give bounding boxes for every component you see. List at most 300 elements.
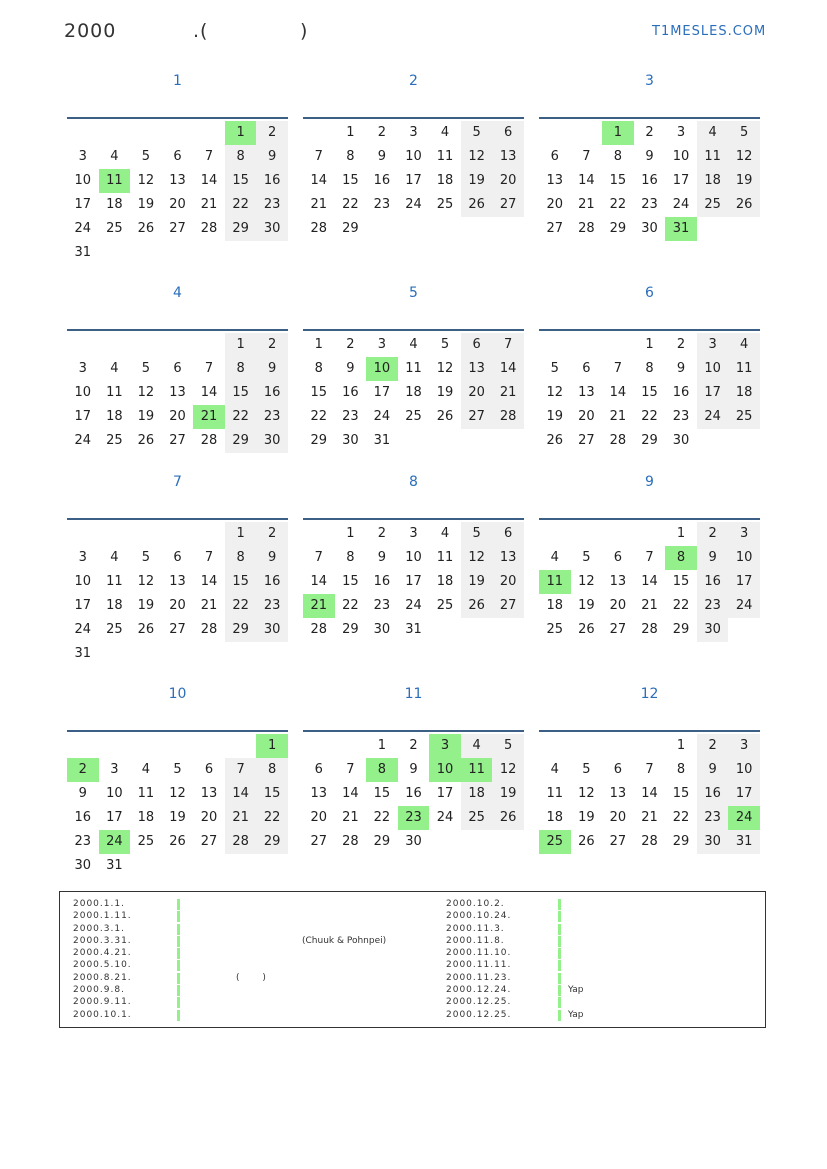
day-cell: 20 xyxy=(546,197,564,212)
week-row xyxy=(303,806,524,830)
day-cell: 3 xyxy=(676,125,686,140)
day-cell: 17 xyxy=(106,810,123,825)
holiday-marker xyxy=(558,960,561,971)
day-cell: 11 xyxy=(436,149,454,164)
day-cell: 24 xyxy=(728,594,760,618)
day-cell: 20 xyxy=(461,381,493,405)
day-cell xyxy=(303,734,335,758)
day-cell: 21 xyxy=(200,598,218,613)
day-cell: 23 xyxy=(342,409,359,424)
legend-row xyxy=(73,898,433,910)
day-cell: 28 xyxy=(200,433,218,448)
day-cell: 9 xyxy=(697,546,729,570)
day-cell: 22 xyxy=(225,405,257,429)
day-cell: 21 xyxy=(342,810,359,825)
day-cell: 24 xyxy=(436,810,454,825)
day-cell: 17 xyxy=(728,782,760,806)
holiday-name: Yap xyxy=(568,985,584,996)
day-cell: 23 xyxy=(256,405,288,429)
day-cell xyxy=(225,734,257,758)
day-cell: 11 xyxy=(697,145,729,169)
holiday-date: 2000.12.24. xyxy=(446,985,512,996)
day-cell: 16 xyxy=(672,385,690,400)
day-cell: 11 xyxy=(546,786,564,801)
day-cell xyxy=(728,429,760,453)
day-cell: 30 xyxy=(641,221,658,236)
month-grid xyxy=(539,734,760,854)
legend-row xyxy=(73,996,433,1008)
day-cell xyxy=(461,830,493,854)
day-cell: 7 xyxy=(613,361,623,376)
day-cell: 2 xyxy=(409,738,418,753)
month-divider xyxy=(539,518,760,520)
day-cell: 16 xyxy=(373,574,391,589)
day-cell: 1 xyxy=(602,121,634,145)
month-title: 1 xyxy=(173,73,182,89)
day-cell: 3 xyxy=(728,522,760,546)
calendar-title: .( ) xyxy=(193,20,309,42)
day-cell: 29 xyxy=(373,834,391,849)
day-cell: 7 xyxy=(582,149,591,164)
day-cell: 22 xyxy=(225,193,257,217)
holiday-marker xyxy=(177,997,180,1008)
legend-row xyxy=(446,996,756,1008)
day-cell: 9 xyxy=(409,762,418,777)
day-cell xyxy=(225,642,257,666)
day-cell: 29 xyxy=(256,830,288,854)
day-cell: 20 xyxy=(609,598,627,613)
day-cell: 9 xyxy=(78,786,87,801)
month-title: 7 xyxy=(173,474,182,490)
day-cell: 30 xyxy=(74,858,92,873)
day-cell: 30 xyxy=(256,217,288,241)
month-divider xyxy=(539,730,760,732)
week-row xyxy=(539,522,760,546)
holiday-date: 2000.12.25. xyxy=(446,997,512,1008)
day-cell: 28 xyxy=(225,830,257,854)
day-cell: 8 xyxy=(665,546,697,570)
day-cell xyxy=(162,121,194,145)
day-cell: 23 xyxy=(697,594,729,618)
day-cell xyxy=(461,429,493,453)
day-cell: 9 xyxy=(256,357,288,381)
day-cell: 9 xyxy=(697,758,729,782)
week-row xyxy=(67,642,288,666)
month-title: 2 xyxy=(409,73,418,89)
day-cell: 17 xyxy=(697,381,729,405)
site-logo-link[interactable]: T1MESLES.COM xyxy=(652,24,767,39)
day-cell: 26 xyxy=(169,834,186,849)
day-cell: 4 xyxy=(550,762,559,777)
day-cell: 22 xyxy=(672,598,690,613)
day-cell: 27 xyxy=(492,193,524,217)
week-row xyxy=(67,734,288,758)
holiday-date: 2000.12.25. xyxy=(446,1009,512,1020)
holiday-date: 2000.5.10. xyxy=(73,960,132,971)
holiday-name: Yap xyxy=(568,1009,584,1020)
day-cell: 26 xyxy=(461,193,493,217)
day-cell: 12 xyxy=(728,145,760,169)
day-cell: 4 xyxy=(461,734,493,758)
day-cell: 14 xyxy=(578,173,595,188)
week-row xyxy=(67,758,288,782)
holiday-marker xyxy=(558,985,561,996)
day-cell: 29 xyxy=(310,433,328,448)
week-row xyxy=(303,381,524,405)
legend-row xyxy=(446,935,756,947)
day-cell: 9 xyxy=(377,550,387,565)
day-cell: 2 xyxy=(377,125,387,140)
day-cell: 14 xyxy=(310,574,328,589)
day-cell: 21 xyxy=(200,197,218,212)
day-cell: 25 xyxy=(137,834,155,849)
week-row xyxy=(67,594,288,618)
day-cell xyxy=(602,734,634,758)
holiday-date: 2000.1.1. xyxy=(73,899,125,909)
day-cell: 18 xyxy=(546,810,564,825)
day-cell: 3 xyxy=(78,149,87,164)
day-cell: 13 xyxy=(169,173,186,188)
week-row xyxy=(303,217,524,241)
day-cell: 23 xyxy=(398,806,430,830)
day-cell xyxy=(429,217,461,241)
legend-row xyxy=(73,923,433,935)
holiday-date: 2000.3.1. xyxy=(73,923,125,934)
week-row xyxy=(303,522,524,546)
day-cell: 6 xyxy=(204,762,214,777)
holiday-date: 2000.11.10. xyxy=(446,948,512,959)
day-cell: 11 xyxy=(405,361,422,376)
day-cell: 6 xyxy=(550,149,559,164)
day-cell: 30 xyxy=(672,433,690,448)
day-cell: 14 xyxy=(609,385,627,400)
month-divider xyxy=(539,117,760,119)
week-row xyxy=(539,594,760,618)
holiday-date: 2000.11.8. xyxy=(446,935,505,946)
day-cell: 8 xyxy=(225,145,257,169)
holiday-marker xyxy=(177,924,180,935)
day-cell: 1 xyxy=(256,734,288,758)
day-cell xyxy=(602,522,634,546)
day-cell: 14 xyxy=(200,574,218,589)
day-cell: 10 xyxy=(74,574,92,589)
day-cell: 29 xyxy=(225,618,257,642)
holiday-date: 2000.4.21. xyxy=(73,948,132,959)
day-cell: 7 xyxy=(314,149,323,164)
day-cell: 21 xyxy=(193,405,225,429)
day-cell xyxy=(99,522,131,546)
day-cell: 27 xyxy=(492,594,524,618)
day-cell: 11 xyxy=(137,786,155,801)
day-cell: 25 xyxy=(436,598,454,613)
day-cell: 6 xyxy=(173,149,182,164)
week-row xyxy=(67,357,288,381)
day-cell: 12 xyxy=(436,361,454,376)
holiday-marker xyxy=(558,973,561,984)
day-cell: 6 xyxy=(173,361,182,376)
day-cell: 20 xyxy=(492,570,524,594)
day-cell: 24 xyxy=(99,830,131,854)
holiday-marker xyxy=(558,997,561,1008)
day-cell: 1 xyxy=(676,526,686,541)
day-cell: 5 xyxy=(173,762,182,777)
day-cell: 5 xyxy=(582,762,591,777)
day-cell: 11 xyxy=(461,758,493,782)
day-cell: 2 xyxy=(256,121,288,145)
day-cell xyxy=(256,642,288,666)
day-cell: 9 xyxy=(256,145,288,169)
day-cell: 28 xyxy=(641,622,658,637)
day-cell: 31 xyxy=(728,830,760,854)
legend-row xyxy=(446,1009,756,1021)
week-row xyxy=(67,830,288,854)
week-row xyxy=(303,145,524,169)
day-cell: 14 xyxy=(200,173,218,188)
day-cell: 22 xyxy=(609,197,627,212)
day-cell: 3 xyxy=(409,526,418,541)
day-cell: 18 xyxy=(436,173,454,188)
holiday-date: 2000.10.24. xyxy=(446,911,512,922)
month-title: 3 xyxy=(645,73,654,89)
day-cell: 19 xyxy=(578,598,595,613)
holiday-legend xyxy=(59,891,766,1028)
week-row xyxy=(67,169,288,193)
day-cell: 26 xyxy=(546,433,564,448)
week-row xyxy=(67,570,288,594)
day-cell: 30 xyxy=(256,429,288,453)
holiday-date: 2000.1.11. xyxy=(73,911,132,922)
day-cell: 19 xyxy=(578,810,595,825)
day-cell: 6 xyxy=(492,522,524,546)
day-cell: 13 xyxy=(461,357,493,381)
day-cell: 16 xyxy=(405,786,422,801)
day-cell: 27 xyxy=(200,834,218,849)
holiday-marker xyxy=(177,948,180,959)
day-cell: 20 xyxy=(578,409,595,424)
day-cell: 28 xyxy=(310,622,328,637)
holiday-marker xyxy=(558,924,561,935)
day-cell xyxy=(429,830,461,854)
day-cell: 19 xyxy=(137,197,155,212)
day-cell: 19 xyxy=(137,598,155,613)
day-cell xyxy=(256,854,288,878)
day-cell: 21 xyxy=(609,409,627,424)
day-cell: 13 xyxy=(609,786,627,801)
day-cell: 12 xyxy=(137,173,155,188)
holiday-marker xyxy=(177,911,180,922)
day-cell: 29 xyxy=(225,217,257,241)
day-cell: 20 xyxy=(492,169,524,193)
day-cell: 26 xyxy=(578,622,595,637)
day-cell xyxy=(398,217,430,241)
day-cell: 21 xyxy=(641,598,658,613)
day-cell: 14 xyxy=(200,385,218,400)
day-cell: 6 xyxy=(314,762,323,777)
day-cell xyxy=(571,734,603,758)
day-cell: 22 xyxy=(672,810,690,825)
day-cell: 18 xyxy=(137,810,155,825)
month-grid xyxy=(67,734,288,878)
week-row xyxy=(67,782,288,806)
week-row xyxy=(303,193,524,217)
day-cell: 22 xyxy=(225,594,257,618)
day-cell: 14 xyxy=(492,357,524,381)
day-cell: 25 xyxy=(405,409,422,424)
day-cell: 27 xyxy=(169,622,186,637)
day-cell: 5 xyxy=(141,149,151,164)
day-cell: 15 xyxy=(225,570,257,594)
week-row xyxy=(539,405,760,429)
day-cell: 1 xyxy=(645,337,654,352)
day-cell xyxy=(130,241,162,265)
week-row xyxy=(67,854,288,878)
holiday-marker xyxy=(558,936,561,947)
day-cell: 8 xyxy=(225,357,257,381)
day-cell: 4 xyxy=(440,125,450,140)
day-cell xyxy=(67,522,99,546)
day-cell: 25 xyxy=(106,433,123,448)
day-cell: 7 xyxy=(204,550,214,565)
legend-row xyxy=(73,959,433,971)
month-grid xyxy=(303,121,524,241)
day-cell: 6 xyxy=(613,762,623,777)
day-cell: 31 xyxy=(373,433,391,448)
day-cell xyxy=(162,734,194,758)
holiday-date: 2000.9.11. xyxy=(73,997,132,1008)
holiday-marker xyxy=(177,899,180,910)
day-cell: 8 xyxy=(256,758,288,782)
day-cell: 24 xyxy=(405,598,422,613)
day-cell: 4 xyxy=(110,149,119,164)
day-cell: 17 xyxy=(74,409,92,424)
day-cell: 20 xyxy=(310,810,328,825)
day-cell xyxy=(162,854,194,878)
legend-row xyxy=(73,910,433,922)
day-cell: 27 xyxy=(609,834,627,849)
day-cell: 23 xyxy=(373,197,391,212)
month-divider xyxy=(67,518,288,520)
day-cell: 11 xyxy=(436,550,454,565)
day-cell: 13 xyxy=(492,546,524,570)
day-cell: 17 xyxy=(405,574,422,589)
day-cell: 14 xyxy=(641,574,658,589)
legend-row xyxy=(446,947,756,959)
holiday-marker xyxy=(177,985,180,996)
day-cell: 20 xyxy=(169,409,186,424)
day-cell: 12 xyxy=(137,385,155,400)
day-cell: 7 xyxy=(314,550,323,565)
day-cell: 3 xyxy=(697,333,729,357)
day-cell: 9 xyxy=(645,149,654,164)
day-cell: 5 xyxy=(461,121,493,145)
month-grid xyxy=(539,333,760,453)
day-cell: 10 xyxy=(366,357,398,381)
day-cell: 25 xyxy=(539,830,571,854)
day-cell: 14 xyxy=(225,782,257,806)
day-cell: 27 xyxy=(609,622,627,637)
day-cell: 17 xyxy=(728,570,760,594)
day-cell: 23 xyxy=(672,409,690,424)
holiday-date: 2000.11.23. xyxy=(446,972,512,983)
holiday-marker xyxy=(558,948,561,959)
holiday-date: 2000.10.2. xyxy=(446,899,505,909)
month-grid xyxy=(67,121,288,265)
day-cell xyxy=(130,734,162,758)
day-cell: 20 xyxy=(200,810,218,825)
day-cell xyxy=(728,618,760,642)
month-divider xyxy=(67,730,288,732)
day-cell: 2 xyxy=(676,337,686,352)
day-cell: 15 xyxy=(256,782,288,806)
day-cell: 22 xyxy=(256,806,288,830)
week-row xyxy=(539,169,760,193)
day-cell xyxy=(162,522,194,546)
day-cell: 18 xyxy=(697,169,729,193)
day-cell: 10 xyxy=(74,173,92,188)
day-cell: 30 xyxy=(405,834,422,849)
day-cell: 12 xyxy=(492,758,524,782)
day-cell: 27 xyxy=(169,221,186,236)
day-cell: 19 xyxy=(546,409,564,424)
day-cell: 24 xyxy=(74,221,92,236)
day-cell xyxy=(366,217,398,241)
day-cell: 31 xyxy=(665,217,697,241)
month-title: 6 xyxy=(645,285,654,301)
day-cell: 10 xyxy=(106,786,123,801)
day-cell: 21 xyxy=(225,806,257,830)
day-cell: 30 xyxy=(256,618,288,642)
week-row xyxy=(303,546,524,570)
day-cell: 5 xyxy=(141,361,151,376)
day-cell: 19 xyxy=(461,570,493,594)
month-title: 11 xyxy=(404,686,423,702)
holiday-marker xyxy=(558,1010,561,1021)
day-cell: 3 xyxy=(78,361,87,376)
holiday-name: ( ) xyxy=(236,972,266,983)
day-cell: 9 xyxy=(676,361,686,376)
day-cell: 17 xyxy=(405,173,422,188)
day-cell: 31 xyxy=(74,245,92,260)
month-grid xyxy=(539,522,760,642)
day-cell xyxy=(225,854,257,878)
day-cell: 8 xyxy=(225,546,257,570)
day-cell xyxy=(728,217,760,241)
week-row xyxy=(539,806,760,830)
day-cell: 11 xyxy=(106,385,123,400)
day-cell: 18 xyxy=(728,381,760,405)
week-row xyxy=(303,758,524,782)
day-cell: 2 xyxy=(697,522,729,546)
month-divider xyxy=(67,117,288,119)
day-cell: 3 xyxy=(78,550,87,565)
day-cell: 17 xyxy=(436,786,454,801)
day-cell: 31 xyxy=(106,858,123,873)
day-cell xyxy=(602,333,634,357)
day-cell xyxy=(492,217,524,241)
day-cell xyxy=(539,522,571,546)
day-cell: 16 xyxy=(641,173,658,188)
day-cell: 19 xyxy=(436,385,454,400)
day-cell: 21 xyxy=(492,381,524,405)
day-cell: 9 xyxy=(377,149,387,164)
month-divider xyxy=(303,518,524,520)
legend-column-left xyxy=(73,898,433,1021)
day-cell: 18 xyxy=(106,197,123,212)
day-cell xyxy=(99,642,131,666)
day-cell: 23 xyxy=(256,193,288,217)
week-row xyxy=(539,217,760,241)
holiday-marker xyxy=(558,911,561,922)
